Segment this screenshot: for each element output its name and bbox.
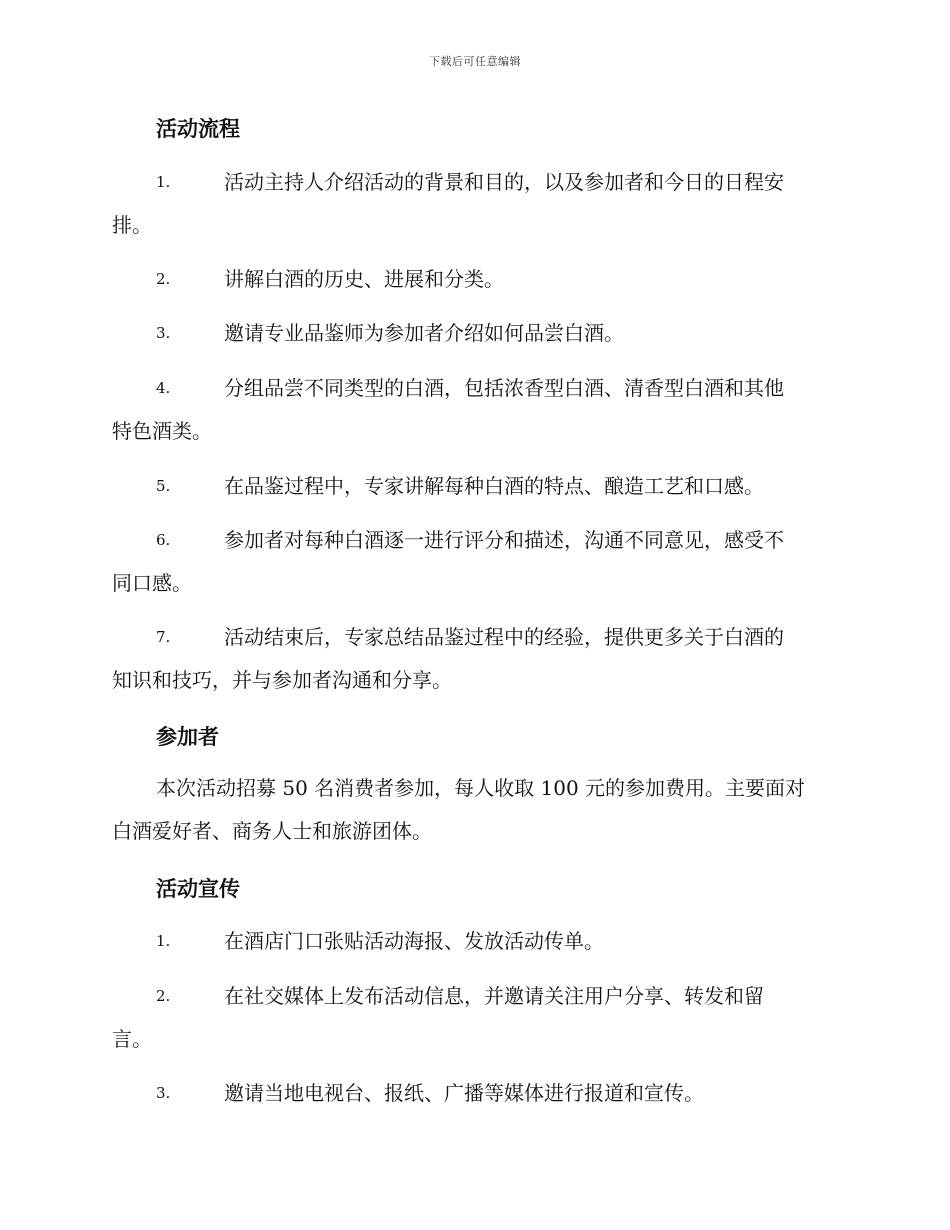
header-note: 下载后可任意编辑 — [429, 55, 521, 68]
process-item-6 — [112, 519, 842, 605]
item-text: 活动结束后，专家总结品鉴过程中的经验，提供更多关于白酒的 — [224, 625, 784, 649]
promotion-item-3 — [112, 1072, 842, 1115]
item-number: 6. — [156, 531, 171, 549]
paragraph-line-continued: 白酒爱好者、商务人士和旅游团体。 — [112, 819, 432, 843]
item-text: 分组品尝不同类型的白酒，包括浓香型白酒、清香型白酒和其他 — [224, 376, 784, 400]
item-text-continued: 特色酒类。 — [112, 419, 212, 443]
item-text: 在酒店门口张贴活动海报、发放活动传单。 — [224, 929, 604, 953]
section-title-process: 活动流程 — [156, 117, 240, 141]
section-title-promotion: 活动宣传 — [156, 877, 240, 901]
item-number: 3. — [156, 1084, 171, 1102]
participants-paragraph — [112, 767, 842, 853]
item-number: 5. — [156, 477, 171, 495]
item-number: 2. — [156, 987, 171, 1005]
process-item-2 — [112, 258, 842, 301]
item-text: 邀请当地电视台、报纸、广播等媒体进行报道和宣传。 — [224, 1081, 704, 1105]
paragraph-line: 本次活动招募 50 名消费者参加，每人收取 100 元的参加费用。主要面对 — [156, 776, 806, 800]
process-item-3 — [112, 312, 842, 355]
item-text: 讲解白酒的历史、进展和分类。 — [224, 267, 504, 291]
section-title-participants: 参加者 — [156, 725, 219, 749]
process-item-5 — [112, 465, 842, 508]
item-text: 参加者对每种白酒逐一进行评分和描述，沟通不同意见，感受不 — [224, 528, 784, 552]
item-text: 活动主持人介绍活动的背景和目的，以及参加者和今日的日程安 — [224, 170, 784, 194]
process-item-4 — [112, 367, 842, 453]
promotion-item-1 — [112, 920, 842, 963]
process-item-7 — [112, 616, 842, 702]
item-number: 3. — [156, 324, 171, 342]
item-number: 1. — [156, 173, 171, 191]
item-number: 2. — [156, 270, 171, 288]
item-text-continued: 知识和技巧，并与参加者沟通和分享。 — [112, 668, 452, 692]
item-text: 在品鉴过程中，专家讲解每种白酒的特点、酿造工艺和口感。 — [224, 474, 764, 498]
item-text: 在社交媒体上发布活动信息，并邀请关注用户分享、转发和留 — [224, 984, 764, 1008]
item-text: 邀请专业品鉴师为参加者介绍如何品尝白酒。 — [224, 321, 624, 345]
item-number: 4. — [156, 379, 171, 397]
item-text-continued: 同口感。 — [112, 571, 192, 595]
item-number: 1. — [156, 932, 171, 950]
item-text-continued: 排。 — [112, 213, 152, 237]
promotion-item-2 — [112, 975, 842, 1061]
process-item-1 — [112, 161, 842, 247]
item-text-continued: 言。 — [112, 1027, 152, 1051]
item-number: 7. — [156, 628, 171, 646]
